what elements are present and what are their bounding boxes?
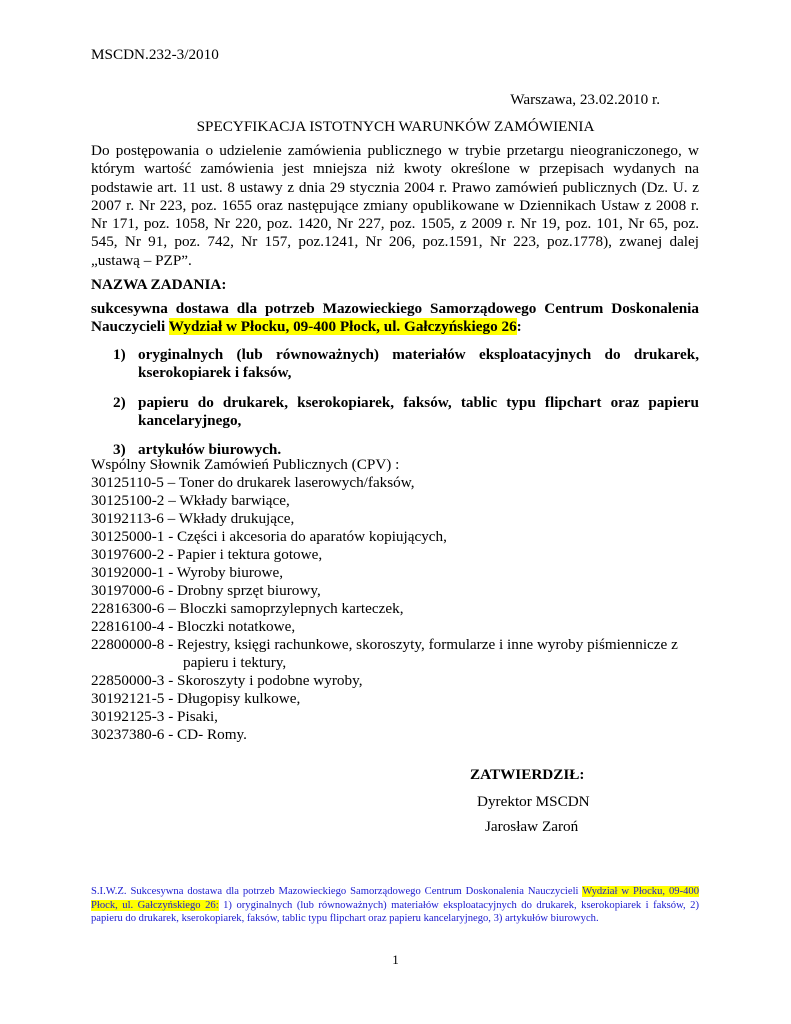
cpv-item (91, 726, 711, 744)
task-description (91, 300, 699, 337)
cpv-item (91, 582, 711, 600)
cpv-item (91, 546, 711, 564)
cpv-heading: Wspólny Słownik Zamówień Publicznych (CPV) : (91, 456, 400, 473)
approver-name: Jarosław Zaroń (485, 818, 579, 835)
footer-highlight: Wydział w Płocku, 09-400 Płock, ul. Gałczyńskiego 26: (91, 886, 699, 911)
approver-title: Dyrektor MSCDN (477, 793, 590, 810)
cpv-item-text: 30125000-1 - Części i akcesoria do aparatów kopiujących, (91, 528, 447, 545)
cpv-item (91, 636, 711, 672)
task-item-number: 2) (113, 393, 126, 411)
cpv-item-text: 30197000-6 - Drobny sprzęt biurowy, (91, 582, 321, 599)
intro-paragraph: Do postępowania o udzielenie zamówienia publicznego w trybie przetargu nieograniczonego, w którym wartość zamówienia jest mniejsza niż kwoty określone w przepisach wydanych na podstawie art. 11 ust. 8 ustawy z dnia 29 stycznia 2004 r. Prawo zamówień publicznych (Dz. U. z 2007 r. Nr 223, poz. 1655 oraz następujące zmiany opublikowane w Dziennikach Ustaw z 2008 r. Nr 171, poz. 1058, Nr 220, poz. 1420, Nr 227, poz. 1505, z 2009 r. Nr 19, poz. 101, Nr 65, poz. 545, Nr 91, poz. 742, Nr 157, poz.1241, Nr 206, poz.1591, Nr 223, poz.1778), zwanej dalej „ustawą – PZP”. (91, 142, 699, 269)
task-item-number: 3) (113, 441, 126, 459)
task-description-highlight: Wydział w Płocku, 09-400 Płock, ul. Gałczyńskiego 26 (168, 318, 517, 336)
task-description-text: sukcesywna dostawa dla potrzeb Mazowieckiego Samorządowego Centrum Doskonalenia Nauczycieli (91, 300, 699, 336)
task-item-text: papieru do drukarek, kserokopiarek, faksów, tablic typu flipchart oraz papieru kancelaryjnego, (138, 393, 699, 429)
cpv-item (91, 474, 711, 492)
task-item-text: artykułów biurowych. (138, 441, 282, 459)
cpv-item-text: 22816100-4 - Bloczki notatkowe, (91, 618, 296, 635)
cpv-item-continuation: papieru i tektury, (183, 654, 287, 671)
cpv-item (91, 492, 711, 510)
page-number: 1 (392, 952, 399, 967)
cpv-item-text: 30192000-1 - Wyroby biurowe, (91, 564, 283, 581)
footer-text-suffix: 1) oryginalnych (lub równoważnych) materiałów eksploatacyjnych do drukarek, kserokopiarek i faksów, 2) papieru do drukarek, kserokopiarek, faksów, tablic typu flipchart oraz papieru kancelaryjnego, 3) artykułów biurowych. (91, 899, 699, 925)
task-list (91, 346, 699, 470)
cpv-item (91, 618, 711, 636)
cpv-item (91, 708, 711, 726)
task-item (91, 394, 699, 431)
cpv-list (91, 474, 711, 744)
cpv-item (91, 528, 711, 546)
date-line: Warszawa, 23.02.2010 r. (510, 91, 660, 108)
cpv-item-text: 30125110-5 – Toner do drukarek laserowych/faksów, (91, 474, 415, 491)
cpv-item-text: 30192113-6 – Wkłady drukujące, (91, 510, 295, 527)
cpv-item-text: 22816300-6 – Bloczki samoprzylepnych karteczek, (91, 600, 404, 617)
cpv-item (91, 690, 711, 708)
cpv-item-text: 30125100-2 – Wkłady barwiące, (91, 492, 290, 509)
task-description-suffix: : (516, 318, 522, 336)
cpv-item (91, 510, 711, 528)
cpv-item (91, 564, 711, 582)
cpv-item-text: 30192125-3 - Pisaki, (91, 708, 218, 725)
cpv-item-text: 30197600-2 - Papier i tektura gotowe, (91, 546, 323, 563)
cpv-item (91, 672, 711, 690)
document-title: SPECYFIKACJA ISTOTNYCH WARUNKÓW ZAMÓWIENIA (196, 118, 595, 135)
cpv-item-text: 30192121-5 - Długopisy kulkowe, (91, 690, 301, 707)
cpv-item-text: 22800000-8 - Rejestry, księgi rachunkowe, skoroszyty, formularze i inne wyroby piśmiennicze z (91, 636, 678, 653)
task-heading: NAZWA ZADANIA: (91, 276, 227, 293)
document-reference: MSCDN.232-3/2010 (91, 46, 219, 63)
cpv-item-text: 30237380-6 - CD- Romy. (91, 726, 247, 743)
cpv-item (91, 600, 711, 618)
page-footer (91, 885, 699, 926)
approved-label: ZATWIERDZIŁ: (470, 766, 585, 783)
task-item (91, 346, 699, 383)
footer-text: S.I.W.Z. Sukcesywna dostawa dla potrzeb Mazowieckiego Samorządowego Centrum Doskonalenia Nauczycieli (91, 886, 583, 897)
cpv-item-text: 22850000-3 - Skoroszyty i podobne wyroby, (91, 672, 363, 689)
task-item-number: 1) (113, 346, 126, 363)
task-item-text: oryginalnych (lub równoważnych) materiałów eksploatacyjnych do drukarek, kserokopiarek i faksów, (138, 346, 699, 382)
